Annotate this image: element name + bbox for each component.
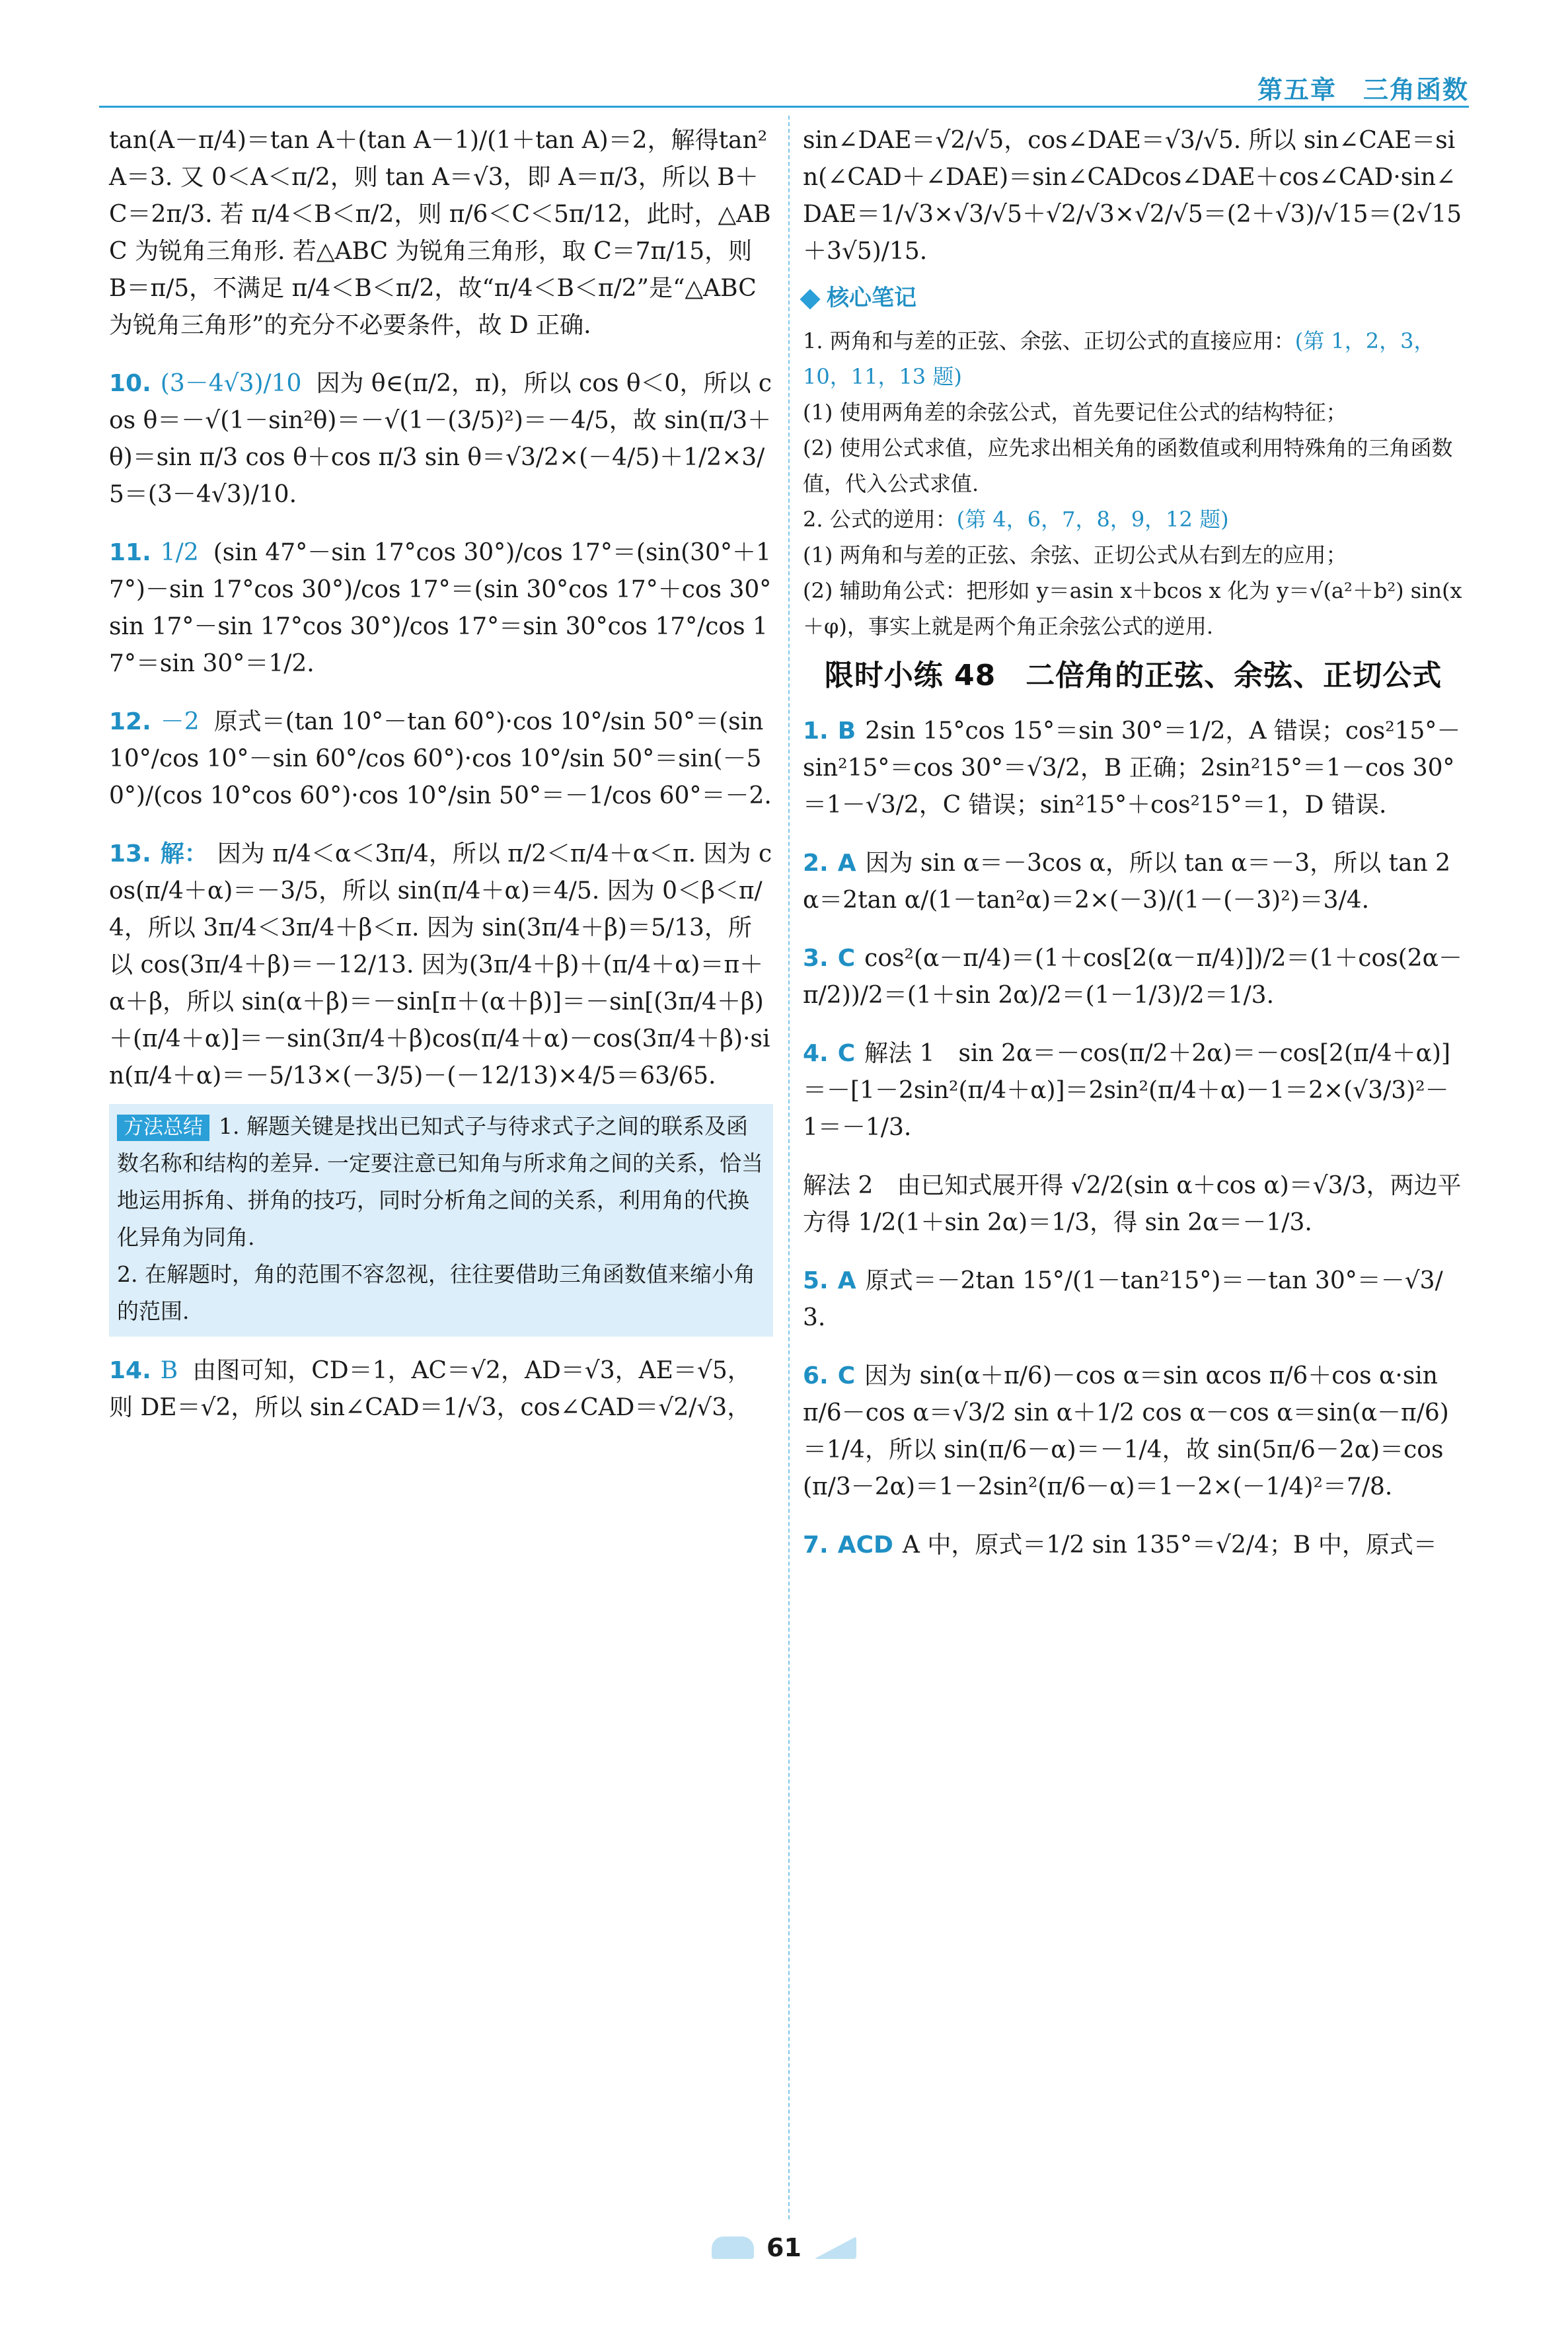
core-notes (803, 323, 1464, 644)
answer-6: 6. C 因为 sin(α＋π/6)－cos α＝sin αcos π/6＋cos α·sin π/6－cos α＝√3/2 sin α＋1/2 cos α－cos α＝sin(α－π/6)＝1/4，所以 sin(π/6－α)＝－1/4，故 sin(5π/6－2α)＝cos(π/3－2α)＝1－2sin²(π/6－α)＝1－2×(－1/4)²＝7/8. (803, 1362, 1449, 1500)
protractor-icon (712, 2236, 754, 2259)
page-number: 61 (766, 2233, 802, 2262)
note-line: 1. 两角和与差的正弦、余弦、正切公式的直接应用：(第 1，2，3，10，11，13 题) (803, 328, 1435, 389)
answer-1: 1. B 2sin 15°cos 15°＝sin 30°＝1/2，A 错误；cos²15°－sin²15°＝cos 30°＝√3/2，B 正确；2sin²15°＝1－cos 30°＝1－√3/2，C 错误；sin²15°＋cos²15°＝1，D 错误. (803, 718, 1461, 819)
header-rule (99, 106, 1469, 108)
answer-4: 4. C 解法 1 sin 2α＝－cos(π/2＋2α)＝－cos[2(π/4＋α)]＝－[1－2sin²(π/4＋α)]＝2sin²(π/4＋α)－1＝2×(√3/3)²－1＝－1/3. (803, 1040, 1451, 1141)
answer-3: 3. C cos²(α－π/4)＝(1＋cos[2(α－π/4)])/2＝(1＋cos(2α－π/2))/2＝(1＋sin 2α)/2＝(1－1/3)/2＝1/3. (803, 945, 1462, 1009)
solution-11: 11. 1/2 (sin 47°－sin 17°cos 30°)/cos 17°＝(sin(30°＋17°)－sin 17°cos 30°)/cos 17°＝(sin 30°cos 17°＋cos 30°sin 17°－sin 17°cos 30°)/cos 17°＝sin 30°cos 17°/cos 17°＝sin 30°＝1/2. (109, 539, 772, 677)
right-column (803, 122, 1464, 1585)
answer-2: 2. A 因为 sin α＝－3cos α，所以 tan α＝－3，所以 tan 2α＝2tan α/(1－tan²α)＝2×(－3)/(1－(－3)²)＝3/4. (803, 850, 1451, 914)
note-line: (2) 辅助角公式：把形如 y＝asin x＋bcos x 化为 y＝√(a²＋b²) sin(x＋φ)，事实上就是两个角正余弦公式的逆用. (803, 578, 1462, 639)
page-footer (0, 2233, 1568, 2262)
answer-7: 7. ACD A 中，原式＝1/2 sin 135°＝√2/4；B 中，原式＝ (803, 1532, 1437, 1559)
solution-14: 14. B 由图可知，CD＝1，AC＝√2，AD＝√3，AE＝√5，则 DE＝√2，所以 sin∠CAD＝1/√3，cos∠CAD＝√2/√3， (109, 1357, 751, 1421)
method-summary-point-2: 2. 在解题时，角的范围不容忽视，往往要借助三角函数值来缩小角的范围. (117, 1261, 755, 1324)
set-square-icon (814, 2236, 856, 2259)
column-divider (788, 116, 790, 2219)
solution-9-continued: tan(A－π/4)＝tan A＋(tan A－1)/(1＋tan A)＝2，解得tan²A＝3. 又 0＜A＜π/2，则 tan A＝√3，即 A＝π/3，所以 B＋C＝2π/3. 若 π/4＜B＜π/2，则 π/6＜C＜5π/12，此时，△ABC 为锐角三角形. 若△ABC 为锐角三角形，取 C＝7π/15，则 B＝π/5，不满足 π/4＜B＜π/2，故“π/4＜B＜π/2”是“△ABC 为锐角三角形”的充分不必要条件，故 D 正确. (109, 127, 771, 339)
solution-13: 13. 解： 因为 π/4＜α＜3π/4，所以 π/2＜π/4＋α＜π. 因为 cos(π/4＋α)＝－3/5，所以 sin(π/4＋α)＝4/5. 因为 0＜β＜π/4，所以 3π/4＜3π/4＋β＜π. 因为 sin(3π/4＋β)＝5/13，所以 cos(3π/4＋β)＝－12/13. 因为(3π/4＋β)＋(π/4＋α)＝π＋α＋β，所以 sin(α＋β)＝－sin[π＋(α＋β)]＝－sin[(3π/4＋β)＋(π/4＋α)]＝－sin(3π/4＋β)cos(π/4＋α)－cos(3π/4＋β)·sin(π/4＋α)＝－5/13×(－3/5)－(－12/13)×4/5＝63/65. (109, 840, 772, 1089)
answer-4-method-2: 解法 2 由已知式展开得 √2/2(sin α＋cos α)＝√3/3，两边平方得 1/2(1＋sin 2α)＝1/3，得 sin 2α＝－1/3. (803, 1172, 1462, 1236)
diamond-icon (800, 289, 820, 309)
section-title: 限时小练 48 二倍角的正弦、余弦、正切公式 (824, 659, 1442, 692)
method-summary (109, 1104, 773, 1337)
note-line: 2. 公式的逆用：(第 4，6，7，8，9，12 题) (803, 507, 1229, 532)
note-line: (2) 使用公式求值，应先求出相关角的函数值或利用特殊角的三角函数值，代入公式求值. (803, 435, 1453, 496)
method-summary-point-1: 1. 解题关键是找出已知式子与待求式子之间的联系及函数名称和结构的差异. 一定要注意已知角与所求角之间的关系，恰当地运用拆角、拼角的技巧，同时分析角之间的关系，利用角的代换化异角为同角. (117, 1113, 763, 1250)
note-line: (1) 使用两角差的余弦公式，首先要记住公式的结构特征； (803, 400, 1347, 425)
solution-10: 10. (3－4√3)/10 因为 θ∈(π/2，π)，所以 cos θ＜0，所以 cos θ＝－√(1－sin²θ)＝－√(1－(3/5)²)＝－4/5，故 sin(π/3＋θ)＝sin π/3 cos θ＋cos π/3 sin θ＝√3/2×(－4/5)＋1/2×3/5＝(3－4√3)/10. (109, 370, 772, 508)
note-line: (1) 两角和与差的正弦、余弦、正切公式从右到左的应用； (803, 542, 1347, 568)
core-notes-title: 核心笔记 (803, 279, 1464, 316)
solution-12: 12. －2 原式＝(tan 10°－tan 60°)·cos 10°/sin 50°＝(sin 10°/cos 10°－sin 60°/cos 60°)·cos 10°/sin 50°＝sin(－50°)/(cos 10°cos 60°)·cos 10°/sin 50°＝－1/cos 60°＝－2. (109, 708, 772, 809)
solution-14-continued: sin∠DAE＝√2/√5，cos∠DAE＝√3/√5. 所以 sin∠CAE＝sin(∠CAD＋∠DAE)＝sin∠CADcos∠DAE＋cos∠CAD·sin∠DAE＝1/√3×√3/√5＋√2/√3×√2/√5＝(2＋√3)/√15＝(2√15＋3√5)/15. (803, 127, 1462, 265)
method-summary-tag: 方法总结 (117, 1115, 209, 1141)
chapter-header: 第五章 三角函数 (1257, 75, 1469, 104)
answer-5: 5. A 原式＝－2tan 15°/(1－tan²15°)＝－tan 30°＝－√3/3. (803, 1267, 1443, 1331)
left-column (109, 122, 773, 1448)
